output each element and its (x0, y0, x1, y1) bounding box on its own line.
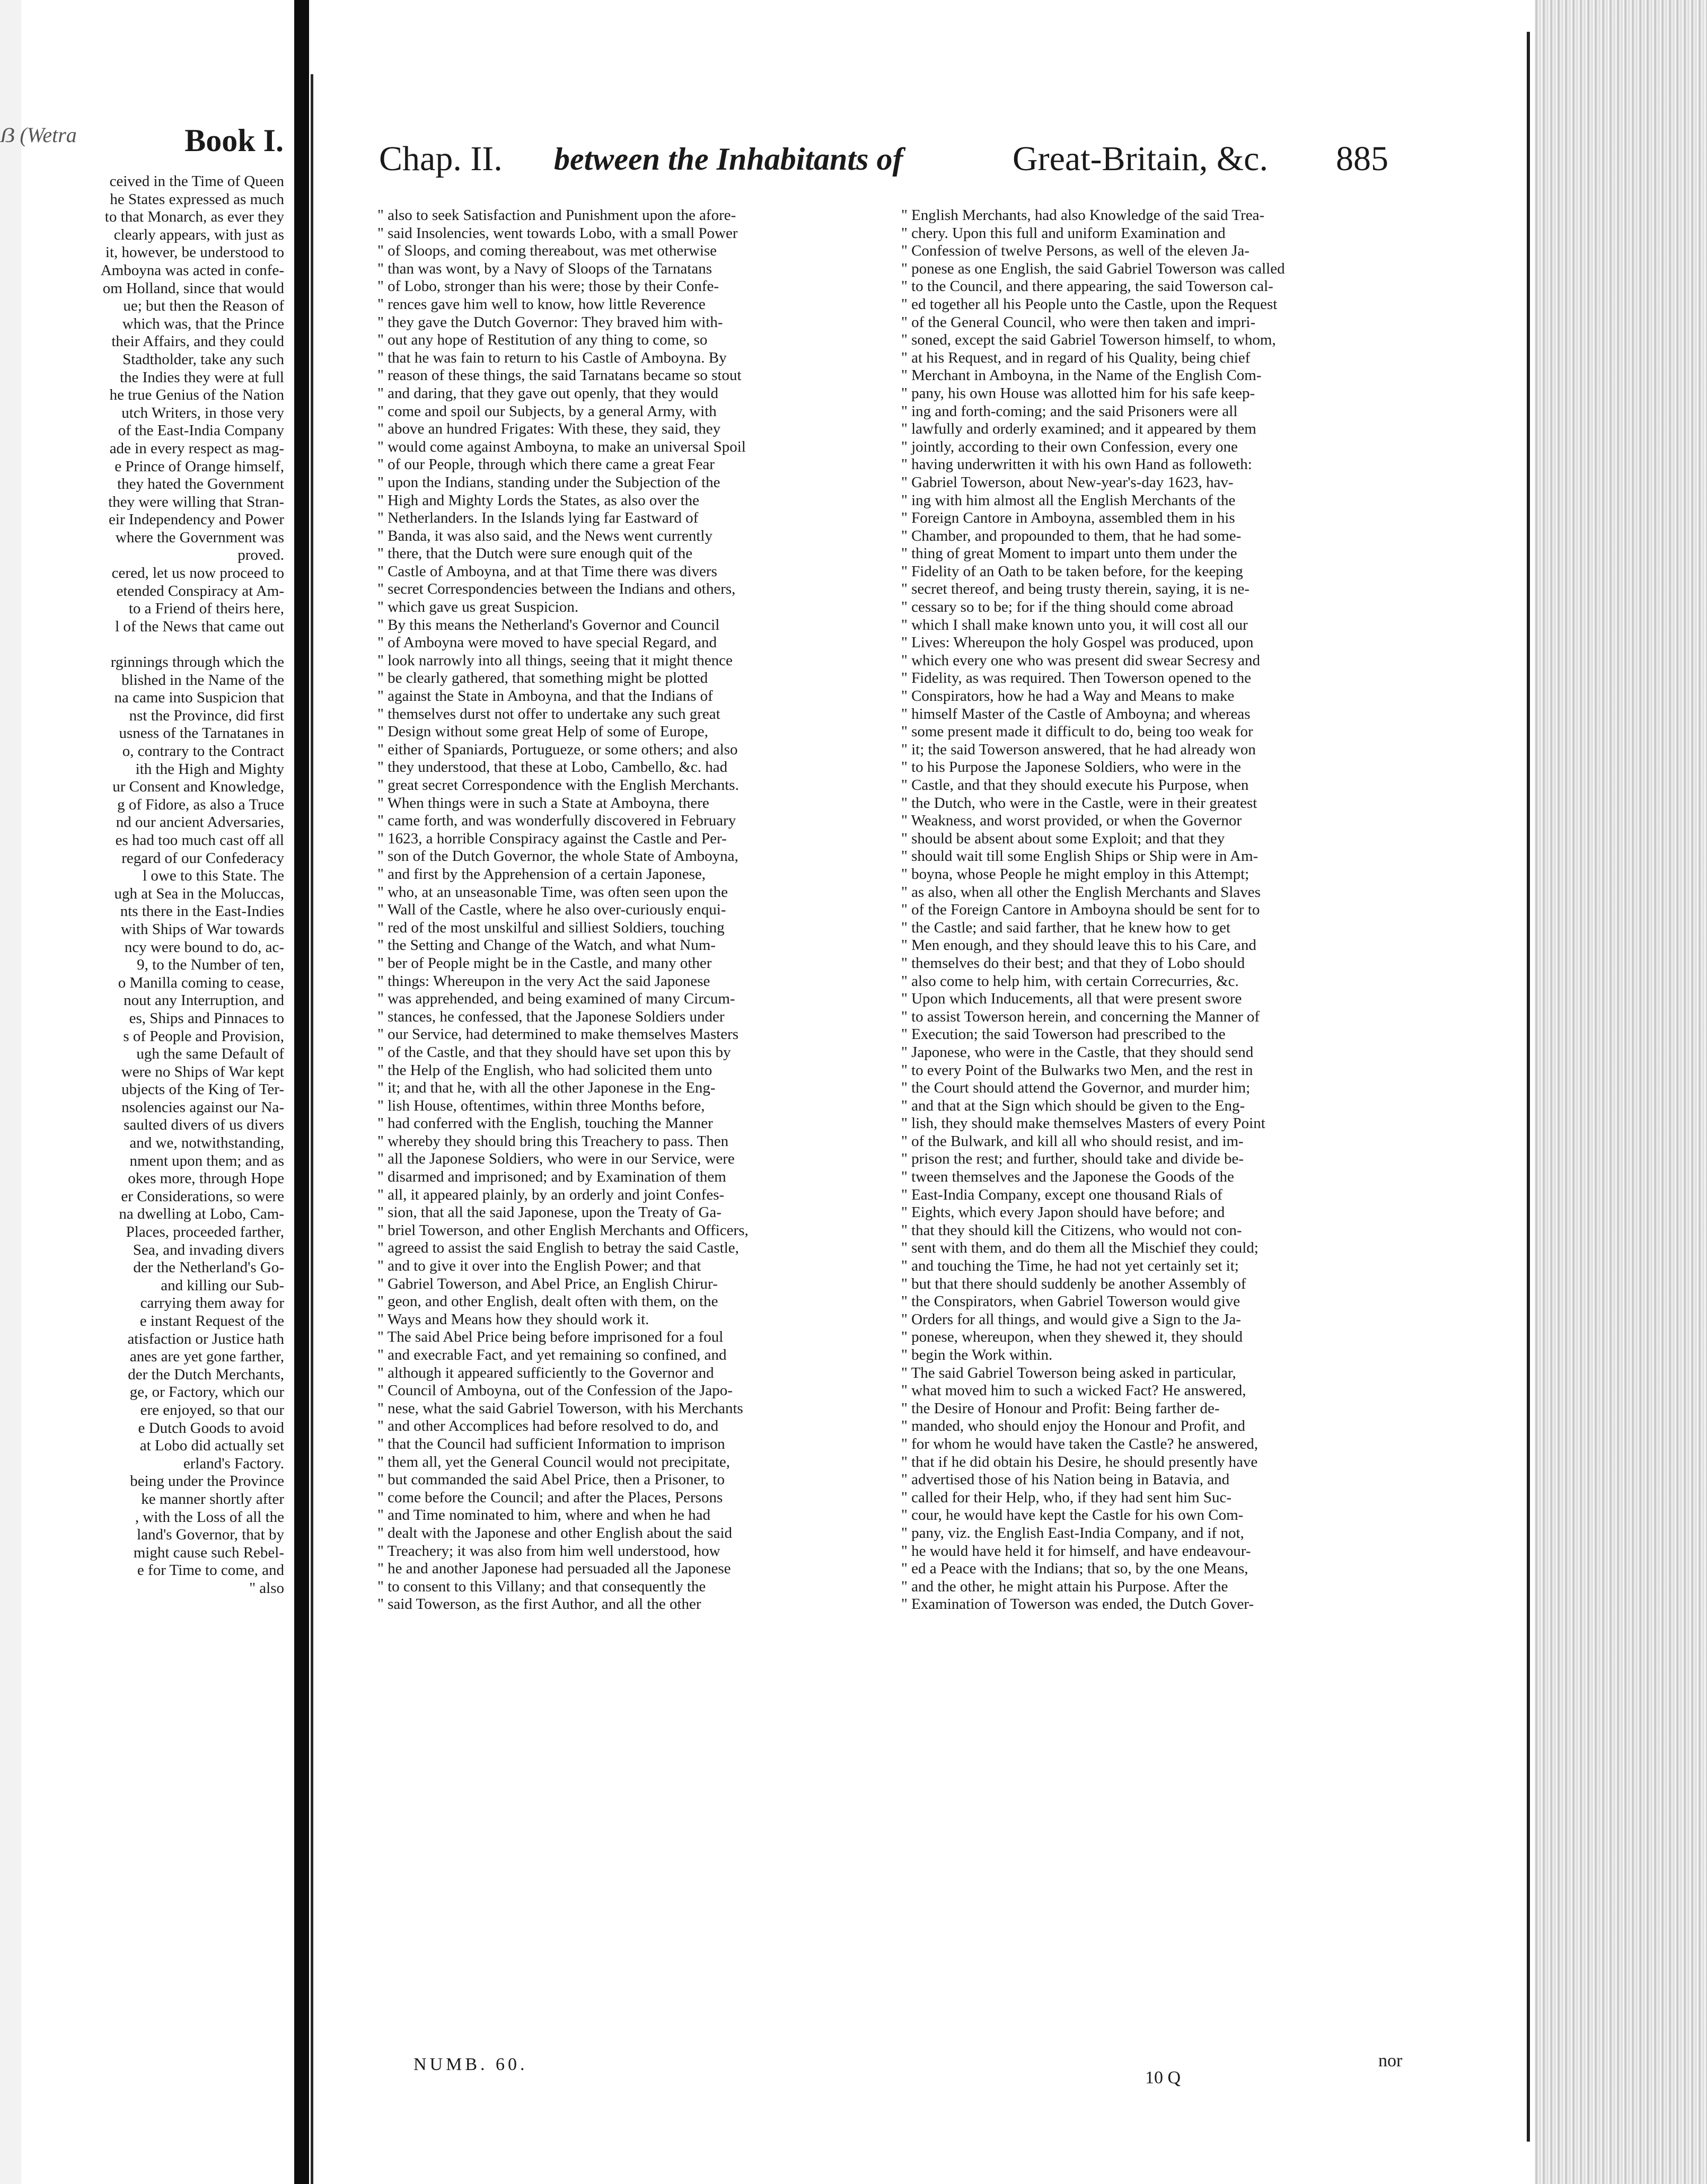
text-line: " all, it appeared plainly, by an orderly and joint Confes- (377, 1186, 725, 1203)
text-line: " although it appeared sufficiently to the Governor and (377, 1364, 714, 1381)
text-line: " our Service, had determined to make themselves Masters (377, 1026, 739, 1043)
text-line: etended Conspiracy at Am- (116, 582, 284, 600)
text-line: the Indies they were at full (119, 368, 284, 386)
text-line: " the Conspirators, when Gabriel Towerson would give (901, 1293, 1240, 1310)
text-line: " Banda, it was also said, and the News went currently (377, 527, 712, 544)
text-line: ugh the same Default of (136, 1045, 284, 1063)
text-line: " Merchant in Amboyna, in the Name of the English Com- (901, 367, 1262, 384)
text-line: " and Time nominated to him, where and when he had (377, 1507, 710, 1524)
text-line: " Confession of twelve Persons, as well of the eleven Ja- (901, 242, 1250, 260)
text-line: ugh at Sea in the Moluccas, (114, 885, 284, 902)
text-line: " Execution; the said Towerson had prescribed to the (901, 1026, 1226, 1043)
text-line: " the Setting and Change of the Watch, and what Num- (377, 937, 716, 954)
text-line: " of our People, through which there came a great Fear (377, 456, 715, 473)
text-line: " By this means the Netherland's Governor and Council (377, 616, 720, 633)
text-line: e for Time to come, and (137, 1562, 284, 1579)
text-line: atisfaction or Justice hath (127, 1330, 284, 1348)
text-line: okes more, through Hope (128, 1170, 284, 1187)
text-line: " of the Foreign Cantore in Amboyna should be sent for to (901, 901, 1260, 919)
text-line: " secret Correspondencies between the Indians and others, (377, 580, 736, 598)
text-line: " the Help of the English, who had solicited them unto (377, 1061, 712, 1079)
text-line: " themselves durst not offer to undertake any such great (377, 705, 720, 723)
text-line: Sea, and invading divers (133, 1241, 284, 1258)
text-line: Amboyna was acted in confe- (100, 261, 284, 279)
text-line: " and touching the Time, he had not yet certainly set it; (901, 1257, 1239, 1275)
text-line: " who, at an unseasonable Time, was often seen upon the (377, 883, 728, 901)
text-line: " the Desire of Honour and Profit: Being farther de- (901, 1399, 1220, 1417)
text-line: o, contrary to the Contract (122, 743, 284, 760)
running-title-2: Great-Britain, &c. (1013, 139, 1268, 178)
text-line: " for whom he would have taken the Castle? he answered, (901, 1435, 1258, 1452)
text-line: " Treachery; it was also from him well understood, how (377, 1542, 720, 1560)
text-line: " ponese, whereupon, when they shewed it, they should (901, 1328, 1243, 1346)
text-line: " East-India Company, except one thousand Rials of (901, 1186, 1222, 1203)
text-line: " lawfully and orderly examined; and it appeared by them (901, 420, 1256, 438)
text-line: " that the Council had sufficient Information to imprison (377, 1435, 725, 1452)
text-line: " against the State in Amboyna, and that the Indians of (377, 688, 713, 705)
text-line: om Holland, since that would (102, 279, 284, 297)
text-line: " there, that the Dutch were sure enough quit of the (377, 545, 693, 562)
text-line: ubjects of the King of Ter- (121, 1081, 284, 1098)
text-line: " English Merchants, had also Knowledge of the said Trea- (901, 207, 1265, 224)
text-line: " and to give it over into the English Power; and that (377, 1257, 701, 1275)
text-line: " Upon which Inducements, all that were present swore (901, 990, 1242, 1008)
text-line: 9, to the Number of ten, (137, 956, 284, 974)
text-line: l of the News that came out (115, 618, 284, 635)
text-line: " Castle, and that they should execute his Purpose, when (901, 777, 1249, 794)
text-line: " should be absent about some Exploit; and that they (901, 830, 1225, 847)
text-line: " the Dutch, who were in the Castle, were in their greatest (901, 794, 1257, 812)
left-page-header-fragment: ẞ (Wetra (0, 123, 77, 147)
text-line: ere enjoyed, so that our (140, 1401, 284, 1419)
text-line: " Foreign Cantore in Amboyna, assembled them in his (901, 509, 1235, 527)
text-line: clearly appears, with just as (113, 226, 284, 243)
text-line: " also to seek Satisfaction and Punishment upon the afore- (377, 207, 736, 224)
text-line: nment upon them; and as (129, 1152, 284, 1169)
text-line: ncy were bound to do, ac- (124, 938, 284, 956)
text-line: " tween themselves and the Japonese the Goods of the (901, 1168, 1234, 1186)
text-line: with Ships of War towards (120, 920, 284, 938)
text-line: " but that there should suddenly be another Assembly of (901, 1275, 1246, 1292)
text-line: " of the General Council, who were then taken and impri- (901, 313, 1256, 331)
text-line: Places, proceeded farther, (126, 1223, 284, 1241)
text-line: " rences gave him well to know, how little Reverence (377, 295, 706, 313)
text-line: regard of our Confederacy (121, 849, 284, 867)
text-line: ur Consent and Knowledge, (112, 778, 284, 796)
text-line: to that Monarch, as ever they (104, 208, 284, 226)
catchword: nor (1378, 2051, 1403, 2071)
text-line: " briel Towerson, and other English Merchants and Officers, (377, 1221, 749, 1239)
text-line: " that he was fain to return to his Castle of Amboyna. By (377, 349, 727, 366)
text-line: " to consent to this Villany; and that consequently the (377, 1578, 706, 1595)
text-line: of the East-India Company (118, 422, 284, 439)
text-line: they were willing that Stran- (108, 493, 284, 510)
text-line: " all the Japonese Soldiers, who were in our Service, were (377, 1150, 735, 1168)
text-line: , with the Loss of all the (135, 1508, 284, 1526)
text-line: utch Writers, in those very (121, 404, 284, 421)
text-line: erland's Factory. (183, 1455, 284, 1472)
right-page-border (1527, 32, 1530, 2142)
text-line: anes are yet gone farther, (129, 1348, 284, 1366)
book-gutter-line (311, 74, 313, 2184)
text-line: proved. (237, 547, 284, 564)
text-line: na came into Suspicion that (114, 689, 284, 707)
text-line: " of the Bulwark, and kill all who should resist, and im- (901, 1132, 1244, 1150)
text-line: " at his Request, and in regard of his Quality, being chief (901, 349, 1251, 366)
text-line: " Council of Amboyna, out of the Confession of the Japo- (377, 1382, 733, 1399)
text-line: " begin the Work within. (901, 1346, 1053, 1363)
text-column-2 (901, 207, 1394, 1614)
text-line: ke manner shortly after (141, 1490, 284, 1508)
text-line: " as also, when all other the English Merchants and Slaves (901, 883, 1261, 901)
text-line: " themselves do their best; and that they of Lobo should (901, 954, 1245, 972)
text-line: " himself Master of the Castle of Amboyna; and whereas (901, 705, 1251, 723)
text-line: " stances, he confessed, that the Japonese Soldiers under (377, 1008, 725, 1025)
text-line: " Lives: Whereupon the holy Gospel was produced, upon (901, 634, 1254, 651)
text-line: " them all, yet the General Council would not precipitate, (377, 1453, 730, 1470)
text-line: " was apprehended, and being examined of many Circum- (377, 990, 735, 1008)
text-line: carrying them away for (140, 1294, 284, 1312)
text-line: " said Insolencies, went towards Lobo, with a small Power (377, 224, 738, 242)
text-line: " Men enough, and they should leave this to his Care, and (901, 937, 1256, 954)
text-line: " Eights, which every Japon should have before; and (901, 1204, 1225, 1221)
text-line: nsolencies against our Na- (121, 1098, 284, 1116)
text-line: " pany, his own House was allotted him for his safe keep- (901, 384, 1255, 402)
text-line: " chery. Upon this full and uniform Examination and (901, 224, 1226, 242)
left-page-text (0, 173, 286, 1598)
text-line: " cessary so to be; for if the thing should come abroad (901, 598, 1234, 616)
text-line: " the Castle; and said farther, that he knew how to get (901, 919, 1231, 936)
text-line: " Conspirators, how he had a Way and Means to make (901, 688, 1235, 705)
text-line: " Fidelity, as was required. Then Towerson opened to the (901, 670, 1252, 687)
text-line: e Dutch Goods to avoid (138, 1419, 284, 1437)
text-line: " out any hope of Restitution of any thing to come, so (377, 331, 708, 349)
text-line: " Examination of Towerson was ended, the Dutch Gover- (901, 1596, 1254, 1613)
text-line: " Gabriel Towerson, and Abel Price, an English Chirur- (377, 1275, 718, 1292)
text-line: " son of the Dutch Governor, the whole State of Amboyna, (377, 848, 738, 865)
text-line: " Fidelity of an Oath to be taken before, for the keeping (901, 562, 1243, 580)
text-line: " he and another Japonese had persuaded all the Japonese (377, 1560, 731, 1578)
text-line: " ed together all his People unto the Castle, upon the Request (901, 295, 1278, 313)
text-line: saulted divers of us divers (124, 1116, 284, 1134)
text-line: " Design without some great Help of some of Europe, (377, 723, 708, 741)
text-line: es had too much cast off all (115, 831, 284, 849)
signature-label: 10 Q (1145, 2068, 1181, 2088)
text-line: " that they should kill the Citizens, who would not con- (901, 1221, 1242, 1239)
text-line: usness of the Tarnatanes in (119, 725, 284, 742)
text-line: " came forth, and was wonderfully discovered in February (377, 812, 736, 830)
text-line: " also (249, 1579, 284, 1597)
text-line: " Wall of the Castle, where he also over-curiously enqui- (377, 901, 726, 919)
text-line: er Considerations, so were (121, 1187, 284, 1205)
text-line: e instant Request of the (139, 1313, 284, 1329)
text-line: es, Ships and Pinnaces to (129, 1009, 284, 1027)
text-line: " red of the most unskilful and silliest Soldiers, touching (377, 919, 725, 936)
text-line: " which gave us great Suspicion. (377, 598, 579, 616)
text-line: ade in every respect as mag- (109, 439, 284, 457)
text-line: " they understood, that these at Lobo, Cambello, &c. had (377, 759, 728, 776)
text-line: at Lobo did actually set (139, 1437, 284, 1455)
chapter-heading: Chap. II. (379, 139, 503, 178)
text-line: " Chamber, and propounded to them, that he had some- (901, 527, 1242, 544)
text-line: " should wait till some English Ships or Ship were in Am- (901, 848, 1259, 865)
text-line: nout any Interruption, and (124, 992, 284, 1009)
book-label: Book I. (184, 123, 284, 158)
text-line: " ed a Peace with the Indians; that so, by the one Means, (901, 1560, 1248, 1578)
text-line: " to his Purpose the Japonese Soldiers, who were in the (901, 759, 1241, 776)
text-line: " prison the rest; and further, should take and divide be- (901, 1150, 1244, 1168)
text-line: " either of Spaniards, Portugueze, or some others; and also (377, 741, 738, 758)
number-label: NUMB. 60. (413, 2055, 528, 2074)
text-line: nd our ancient Adversaries, (116, 814, 284, 831)
right-page-edges (1535, 0, 1707, 2184)
running-title: between the Inhabitants of (554, 142, 903, 177)
text-line: der the Dutch Merchants, (128, 1366, 284, 1383)
text-line: " he would have held it for himself, and have endeavour- (901, 1542, 1251, 1560)
book-gutter (294, 0, 309, 2184)
text-line: " which I shall make known unto you, it will cost all our (901, 616, 1248, 633)
text-line: might cause such Rebel- (133, 1544, 284, 1561)
text-line: e Prince of Orange himself, (115, 457, 284, 475)
text-line: " great secret Correspondence with the English Merchants. (377, 777, 739, 794)
text-line: " to the Council, and there appearing, the said Towerson cal- (901, 278, 1273, 295)
text-line: " said Towerson, as the first Author, and all the other (377, 1596, 701, 1613)
text-line: were no Ships of War kept (121, 1063, 284, 1080)
text-line: " advertised those of his Nation being in Batavia, and (901, 1471, 1230, 1489)
text-column-1 (377, 207, 893, 1614)
text-line: " than was wont, by a Navy of Sloops of the Tarnatans (377, 260, 712, 277)
text-line: to a Friend of theirs here, (128, 600, 284, 618)
text-line: " and that at the Sign which should be given to the Eng- (901, 1097, 1245, 1114)
text-line: " and first by the Apprehension of a certain Japonese, (377, 865, 706, 883)
text-line: " having underwritten it with his own Hand as followeth: (901, 456, 1252, 473)
text-line: " and other Accomplices had before resolved to do, and (377, 1417, 719, 1435)
text-line: " to assist Towerson herein, and concerning the Manner of (901, 1008, 1260, 1025)
text-line: " secret thereof, and being trusty therein, saying, it is ne- (901, 580, 1250, 598)
text-line: " whereby they should bring this Treachery to pass. Then (377, 1132, 729, 1150)
text-line: he States expressed as much (110, 190, 284, 208)
text-line: " called for their Help, who, if they had sent him Suc- (901, 1489, 1232, 1506)
text-line: " had conferred with the English, touching the Manner (377, 1115, 713, 1132)
text-line: " boyna, whose People he might employ in this Attempt; (901, 865, 1250, 883)
text-line: he true Genius of the Nation (109, 386, 284, 404)
text-line: " of the Castle, and that they should have set upon this by (377, 1043, 731, 1061)
text-line: " pany, viz. the English East-India Company, and if not, (901, 1524, 1244, 1542)
text-line: o Manilla coming to cease, (118, 974, 284, 991)
text-line: land's Governor, that by (137, 1526, 284, 1544)
text-line: " also come to help him, with certain Correcurries, &c. (901, 972, 1239, 990)
text-line: " above an hundred Frigates: With these, they said, they (377, 420, 721, 438)
text-line: " thing of great Moment to impart unto them under the (901, 545, 1237, 562)
text-line: " lish, they should make themselves Masters of every Point (901, 1115, 1265, 1132)
text-line: " Gabriel Towerson, about New-year's-day 1623, hav- (901, 473, 1234, 491)
text-line: " come and spoil our Subjects, by a general Army, with (377, 402, 717, 420)
text-line: which was, that the Prince (122, 315, 284, 332)
text-line: it, however, be understood to (105, 244, 284, 261)
text-line: der the Netherland's Go- (133, 1259, 284, 1276)
text-line: l owe to this State. The (143, 867, 284, 885)
text-line: g of Fidore, as also a Truce (117, 796, 284, 813)
text-line: blished in the Name of the (121, 671, 284, 689)
page-number: 885 (1336, 139, 1388, 178)
text-line: ge, or Factory, which our (129, 1384, 284, 1401)
text-line: " High and Mighty Lords the States, as also over the (377, 491, 700, 509)
text-line: eir Independency and Power (109, 511, 284, 529)
text-line: " Japonese, who were in the Castle, that they should send (901, 1043, 1254, 1061)
text-line: " and the other, he might attain his Purpose. After the (901, 1578, 1228, 1595)
text-line: " things: Whereupon in the very Act the said Japonese (377, 972, 710, 990)
text-line: " disarmed and imprisoned; and by Examination of them (377, 1168, 726, 1186)
text-line: cered, let us now proceed to (111, 565, 284, 582)
text-line: " which every one who was present did swear Secresy and (901, 651, 1261, 669)
text-line: " would come against Amboyna, to make an universal Spoil (377, 438, 746, 455)
text-line: " it; the said Towerson answered, that he had already won (901, 741, 1256, 758)
text-line: ceived in the Time of Queen (109, 173, 284, 190)
text-line: " soned, except the said Gabriel Towerson himself, to whom, (901, 331, 1276, 349)
text-line: " Weakness, and worst provided, or when the Governor (901, 812, 1242, 830)
signature-mark (1145, 2051, 1403, 2091)
text-line (0, 636, 286, 654)
text-line: " agreed to assist the said English to betray the said Castle, (377, 1239, 739, 1257)
text-line: " ing and forth-coming; and the said Prisoners were all (901, 402, 1238, 420)
text-line: " but commanded the said Abel Price, then a Prisoner, to (377, 1471, 725, 1489)
text-line: na dwelling at Lobo, Cam- (119, 1205, 284, 1223)
text-line: " The said Gabriel Towerson being asked in particular, (901, 1364, 1236, 1381)
text-line: " Netherlanders. In the Islands lying far Eastward of (377, 509, 699, 527)
text-line: where the Government was (115, 529, 284, 546)
text-line: " 1623, a horrible Conspiracy against the Castle and Per- (377, 830, 727, 847)
text-line: " nese, what the said Gabriel Towerson, with his Merchants (377, 1399, 743, 1417)
text-line: being under the Province (130, 1473, 284, 1490)
text-line: " and execrable Fact, and yet remaining so confined, and (377, 1346, 727, 1363)
text-line: they hated the Government (117, 475, 284, 493)
text-line: " The said Abel Price being before imprisoned for a foul (377, 1328, 724, 1346)
text-line: " that if he did obtain his Desire, he should presently have (901, 1453, 1258, 1470)
text-line: " they gave the Dutch Governor: They braved him with- (377, 313, 723, 331)
text-line: " of Sloops, and coming thereabout, was met otherwise (377, 242, 717, 260)
text-line: " dealt with the Japonese and other English about the said (377, 1524, 733, 1542)
text-line: " sion, that all the said Japonese, upon the Treaty of Ga- (377, 1204, 721, 1221)
text-line: " reason of these things, the said Tarnatans became so stout (377, 367, 742, 384)
text-line: " ponese as one English, the said Gabriel Towerson was called (901, 260, 1285, 277)
text-line: " Ways and Means how they should work it. (377, 1310, 649, 1328)
text-line: and we, notwithstanding, (129, 1134, 284, 1152)
text-line: " the Court should attend the Governor, and murder him; (901, 1079, 1251, 1097)
text-line: ith the High and Mighty (135, 760, 284, 778)
text-line: " lish House, oftentimes, within three Months before, (377, 1097, 705, 1114)
text-line: Stadtholder, take any such (122, 350, 284, 368)
text-line: " sent with them, and do them all the Mischief they could; (901, 1239, 1259, 1257)
text-line: and killing our Sub- (161, 1276, 284, 1294)
text-line: " geon, and other English, dealt often with them, on the (377, 1293, 718, 1310)
text-line: " some present made it difficult to do, being too weak for (901, 723, 1253, 741)
text-line: " ber of People might be in the Castle, and many other (377, 954, 712, 972)
text-line: " manded, who should enjoy the Honour and Profit, and (901, 1417, 1245, 1435)
text-line: " look narrowly into all things, seeing that it might thence (377, 651, 733, 669)
text-line: " ing with him almost all the English Merchants of the (901, 491, 1236, 509)
text-line: " to every Point of the Bulwarks two Men, and the rest in (901, 1061, 1253, 1079)
text-line: " come before the Council; and after the Places, Persons (377, 1489, 723, 1506)
text-line: " of Lobo, stronger than his were; those by their Confe- (377, 278, 719, 295)
text-line: " what moved him to such a wicked Fact? He answered, (901, 1382, 1246, 1399)
text-line: nst the Province, did first (129, 707, 284, 724)
text-line: " When things were in such a State at Amboyna, there (377, 794, 709, 812)
text-line: nts there in the East-Indies (120, 903, 284, 920)
text-line: " jointly, according to their own Confession, every one (901, 438, 1238, 455)
text-line: rginnings through which the (110, 654, 284, 671)
text-line: ue; but then the Reason of (123, 297, 284, 315)
text-line: their Affairs, and they could (111, 333, 284, 350)
text-line: " of Amboyna were moved to have special Regard, and (377, 634, 717, 651)
text-line: " it; and that he, with all the other Japonese in the Eng- (377, 1079, 716, 1097)
text-line: " be clearly gathered, that something might be plotted (377, 670, 708, 687)
text-line: " Castle of Amboyna, and at that Time there was divers (377, 562, 717, 580)
text-line: " Orders for all things, and would give a Sign to the Ja- (901, 1310, 1241, 1328)
text-line: s of People and Provision, (123, 1027, 284, 1045)
text-line: " upon the Indians, standing under the Subjection of the (377, 473, 720, 491)
text-line: " cour, he would have kept the Castle for his own Com- (901, 1507, 1244, 1524)
text-line: " and daring, that they gave out openly, that they would (377, 384, 718, 402)
